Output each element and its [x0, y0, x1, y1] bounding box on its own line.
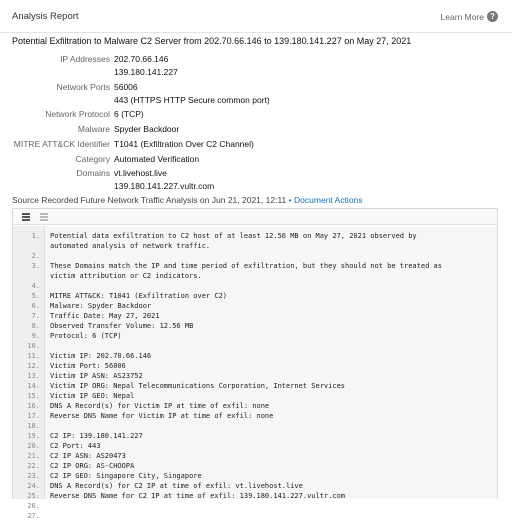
source-name: Recorded Future Network Traffic Analysis — [41, 195, 198, 205]
line-text: C2 IP ORG: AS-CHOOPA — [50, 462, 135, 470]
line-text: Observed Transfer Volume: 12.56 MB — [50, 322, 194, 330]
line-number: 21. — [27, 452, 40, 460]
viewer-toolbar — [13, 209, 497, 225]
line-text: DNS A Record(s) for C2 IP at time of exfil: vt.livehost.live — [50, 482, 303, 490]
code-line — [13, 511, 497, 521]
line-number: 20. — [27, 442, 40, 450]
code-line — [13, 271, 497, 281]
code-line — [13, 371, 497, 381]
code-line — [13, 251, 497, 261]
line-text: Potential data exfiltration to C2 host of at least 12.56 MB on May 27, 2021 observed by — [50, 232, 417, 240]
domains-label: Domains — [76, 168, 110, 178]
line-number: 12. — [27, 362, 40, 370]
source-date: Jun 21, 2021, 12:11 — [211, 195, 287, 205]
line-number: 3. — [31, 262, 40, 270]
line-number: 13. — [27, 372, 40, 380]
learn-more-link[interactable]: Learn More — [440, 12, 484, 22]
code-line — [13, 441, 497, 451]
category-value: Automated Verification — [114, 154, 200, 164]
code-line — [13, 381, 497, 391]
line-number: 15. — [27, 392, 40, 400]
panel-header — [0, 0, 512, 33]
domain-value: 139.180.141.227.vultr.com — [114, 181, 215, 191]
line-number: 19. — [27, 432, 40, 440]
code-line — [13, 321, 497, 331]
line-number: 16. — [27, 402, 40, 410]
code-line — [13, 341, 497, 351]
line-number: 24. — [27, 482, 40, 490]
code-line — [13, 301, 497, 311]
code-line — [13, 431, 497, 441]
line-text: These Domains match the IP and time period of exfiltration, but they should not be treated as — [50, 262, 442, 270]
help-icon[interactable]: ? — [487, 11, 498, 22]
line-number: 17. — [27, 412, 40, 420]
line-text: Protocol: 6 (TCP) — [50, 332, 122, 340]
line-number: 9. — [31, 332, 40, 340]
line-number: 2. — [31, 252, 40, 260]
line-number: 10. — [27, 342, 40, 350]
malware-label: Malware — [77, 124, 110, 134]
document-viewer — [12, 208, 498, 520]
line-number: 23. — [27, 472, 40, 480]
source-line — [12, 195, 363, 205]
line-number: 6. — [31, 302, 40, 310]
code-line — [13, 391, 497, 401]
separator-dot: • — [288, 195, 292, 205]
line-text: Victim IP GEO: Nepal — [50, 392, 135, 400]
line-text: Malware: Spyder Backdoor — [50, 302, 152, 310]
code-line — [13, 481, 497, 491]
code-line — [13, 451, 497, 461]
line-number: 8. — [31, 322, 40, 330]
line-number: 4. — [31, 282, 40, 290]
code-body — [13, 226, 497, 520]
code-line — [13, 501, 497, 511]
line-number: 7. — [31, 312, 40, 320]
panel-title: Analysis Report — [12, 11, 79, 22]
line-number: 26. — [27, 502, 40, 510]
network-protocol-value: 6 (TCP) — [114, 109, 144, 119]
line-number: 25. — [27, 492, 40, 500]
network-protocol-label: Network Protocol — [45, 109, 110, 119]
line-number: 22. — [27, 462, 40, 470]
code-line — [13, 461, 497, 471]
ip-address-value: 139.180.141.227 — [114, 67, 178, 77]
code-line — [13, 471, 497, 481]
code-line — [13, 291, 497, 301]
code-line — [13, 351, 497, 361]
line-text: Victim IP: 202.70.66.146 — [50, 352, 152, 360]
code-line — [13, 281, 497, 291]
code-line — [13, 311, 497, 321]
line-number: 11. — [27, 352, 40, 360]
line-number: 18. — [27, 422, 40, 430]
ip-address-value: 202.70.66.146 — [114, 54, 169, 64]
network-port-value: 56006 — [114, 82, 138, 92]
line-number: 1. — [31, 232, 40, 240]
network-port-value: 443 (HTTPS HTTP Secure common port) — [114, 95, 270, 105]
code-line — [13, 261, 497, 271]
line-text: C2 IP: 139.180.141.227 — [50, 432, 143, 440]
line-text: automated analysis of network traffic. — [50, 242, 211, 250]
code-line — [13, 421, 497, 431]
line-text: Victim IP ASN: AS23752 — [50, 372, 143, 380]
line-text: MITRE ATT&CK: T1041 (Exfiltration over C2) — [50, 292, 228, 300]
ip-addresses-label: IP Addresses — [60, 54, 110, 64]
category-label: Category — [75, 154, 110, 164]
plain-list-icon[interactable] — [38, 211, 50, 222]
mitre-label: MITRE ATT&CK Identifier — [13, 139, 110, 149]
line-text: victim attribution or C2 indicators. — [50, 272, 202, 280]
code-line — [13, 411, 497, 421]
line-text: C2 IP GEO: Singapore City, Singapore — [50, 472, 202, 480]
document-actions-link[interactable]: Document Actions — [294, 195, 363, 205]
network-ports-label: Network Ports — [56, 82, 110, 92]
domain-value: vt.livehost.live — [114, 168, 167, 178]
line-text: DNS A Record(s) for Victim IP at time of exfil: none — [50, 402, 270, 410]
mitre-value: T1041 (Exfiltration Over C2 Channel) — [114, 139, 254, 149]
line-text: C2 Port: 443 — [50, 442, 101, 450]
line-text: Traffic Date: May 27, 2021 — [50, 312, 160, 320]
code-line — [13, 331, 497, 341]
line-number: 14. — [27, 382, 40, 390]
report-title: Potential Exfiltration to Malware C2 Server from 202.70.66.146 to 139.180.141.227 on May 27, 2021 — [12, 36, 412, 46]
line-text: Victim Port: 56006 — [50, 362, 126, 370]
code-line — [13, 401, 497, 411]
line-text: Victim IP ORG: Nepal Telecommunications Corporation, Internet Services — [50, 382, 346, 390]
line-text: C2 IP ASN: AS20473 — [50, 452, 126, 460]
code-line — [13, 491, 497, 501]
source-prefix: Source — [12, 195, 39, 205]
numbered-list-icon[interactable] — [20, 211, 32, 222]
source-on: on — [199, 195, 210, 205]
code-line — [13, 241, 497, 251]
line-number: 27. — [27, 512, 40, 520]
malware-value: Spyder Backdoor — [114, 124, 180, 134]
line-text: Reverse DNS Name for Victim IP at time of exfil: none — [50, 412, 274, 420]
line-number: 5. — [31, 292, 40, 300]
code-line — [13, 231, 497, 241]
code-line — [13, 361, 497, 371]
line-text: Reverse DNS Name for C2 IP at time of exfil: 139.180.141.227.vultr.com — [50, 492, 346, 500]
